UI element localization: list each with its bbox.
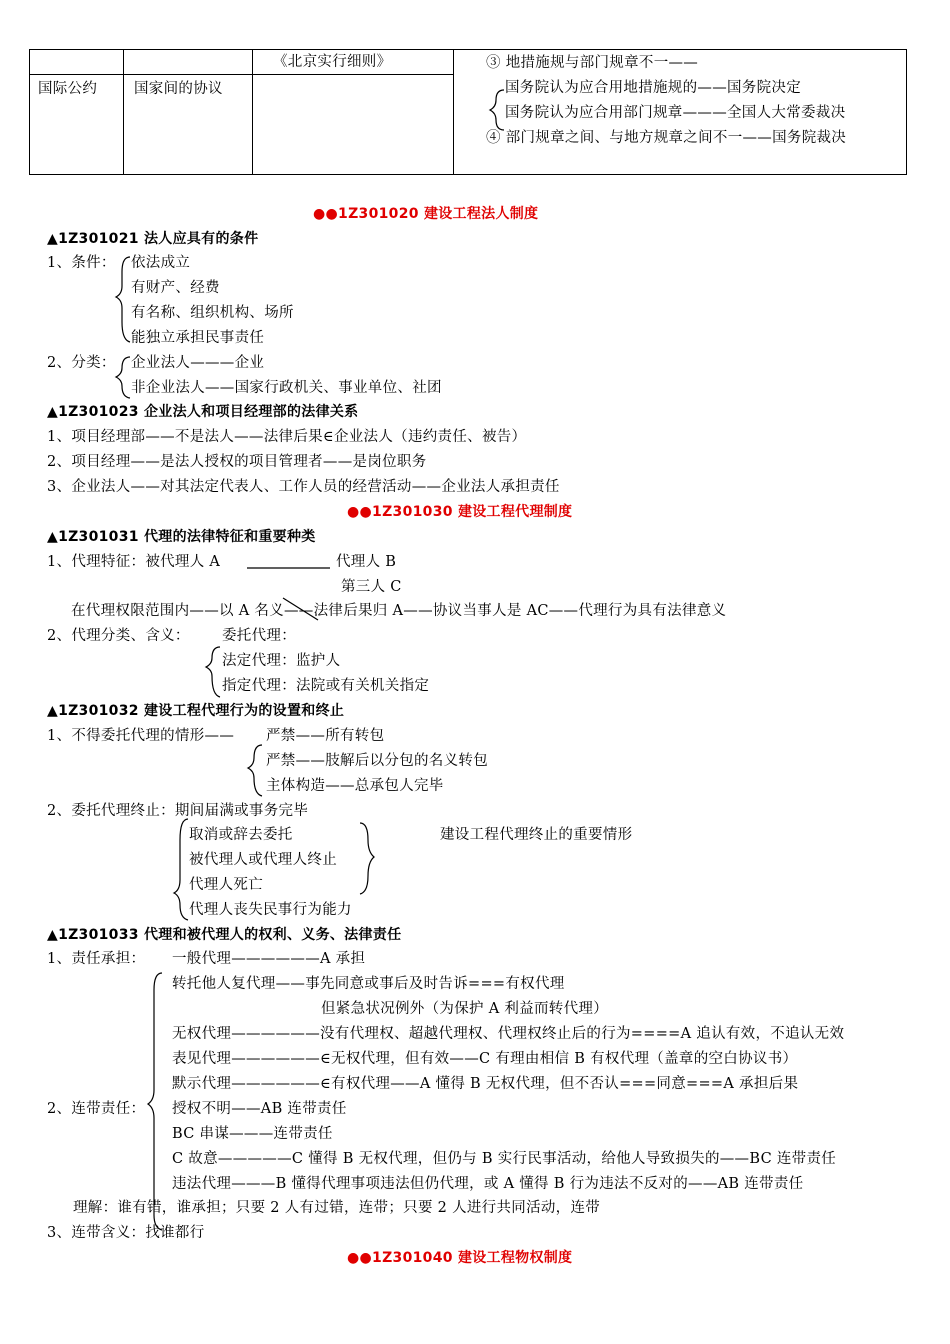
agency-feature-label: 1、代理特征：被代理人 A <box>47 554 221 570</box>
brace-icon <box>116 257 130 342</box>
agency-class-item: 法定代理：监护人 <box>222 653 341 669</box>
subsection-heading: ▲1Z301023 企业法人和项目经理部的法律关系 <box>47 404 359 420</box>
classification-item: 企业法人———企业 <box>131 355 265 371</box>
conditions-label: 1、条件： <box>47 255 116 271</box>
responsibility-label: 1、责任承担： <box>47 951 146 967</box>
prohibited-label: 1、不得委托代理的情形—— <box>47 728 235 744</box>
joint-liability-item: 违法代理———B 懂得代理事项违法但仍代理，或 A 懂得 B 行为违法不反对的——AB 连带责任 <box>172 1176 804 1192</box>
subsection-heading: ▲1Z301032 建设工程代理行为的设置和终止 <box>47 703 345 719</box>
joint-liability-item: 授权不明——AB 连带责任 <box>172 1101 347 1117</box>
subsection-heading: ▲1Z301031 代理的法律特征和重要种类 <box>47 529 316 545</box>
brace-icon <box>116 357 130 398</box>
agency-line <box>283 598 318 620</box>
joint-liability-label: 2、连带责任： <box>47 1101 146 1117</box>
agency-class-item: 指定代理：法院或有关机关指定 <box>222 678 430 694</box>
table-note-line: ③ 地措施规与部门规章不一—— <box>486 55 699 71</box>
table-cell-text: 国际公约 <box>38 81 98 97</box>
agency-class-label: 2、代理分类、含义： <box>47 628 190 644</box>
classification-label: 2、分类： <box>47 355 116 371</box>
text-line: 在代理权限范围内——以 A 名义——法律后果归 A——协议当事人是 AC——代理行为具有法律意义 <box>71 603 727 619</box>
brace-icon <box>174 819 188 920</box>
classification-item: 非企业法人——国家行政机关、事业单位、社团 <box>131 380 442 396</box>
section-heading: ●●1Z301020 建设工程法人制度 <box>313 206 539 222</box>
agent-b: 代理人 B <box>336 554 397 570</box>
prohibited-item: 主体构造——总承包人完毕 <box>266 778 444 794</box>
condition-item: 有名称、组织机构、场所 <box>131 305 294 321</box>
brace-icon <box>148 973 162 1230</box>
responsibility-item: 无权代理——————没有代理权、超越代理权、代理权终止后的行为====A 追认有效，不追认无效 <box>172 1026 845 1042</box>
agency-class-item: 委托代理： <box>222 628 296 644</box>
responsibility-item: 默示代理——————∈有权代理——A 懂得 B 无权代理，但不否认===同意===A 承担后果 <box>172 1076 799 1092</box>
brace-icon <box>360 823 374 894</box>
termination-item: 取消或辞去委托 <box>189 827 293 843</box>
text-line: 3、连带含义：找谁都行 <box>47 1225 205 1241</box>
responsibility-item: 转托他人复代理——事先同意或事后及时告诉===有权代理 <box>172 976 565 992</box>
text-line: 理解：谁有错，谁承担；只要 2 人有过错，连带；只要 2 人进行共同活动，连带 <box>73 1200 601 1216</box>
responsibility-item: 但紧急状况例外（为保护 A 利益而转代理） <box>321 1001 608 1017</box>
termination-label: 2、委托代理终止：期间届满或事务完毕 <box>47 803 309 819</box>
responsibility-item: 表见代理——————∈无权代理，但有效——C 有理由相信 B 有权代理（盖章的空白协议书） <box>172 1051 798 1067</box>
text-line: 2、项目经理——是法人授权的项目管理者——是岗位职务 <box>47 454 427 470</box>
condition-item: 有财产、经费 <box>131 280 220 296</box>
condition-item: 依法成立 <box>131 255 191 271</box>
table-note-line: 国务院认为应合用地措施规的——国务院决定 <box>505 80 801 96</box>
table-note-line: 国务院认为应合用部门规章———全国人大常委裁决 <box>505 105 846 121</box>
joint-liability-item: BC 串谋———连带责任 <box>172 1126 333 1142</box>
termination-item: 代理人死亡 <box>189 877 263 893</box>
subsection-heading: ▲1Z301021 法人应具有的条件 <box>47 231 259 247</box>
responsibility-item: 一般代理——————A 承担 <box>172 951 366 967</box>
section-heading: ●●1Z301040 建设工程物权制度 <box>347 1250 573 1266</box>
third-party-c: 第三人 C <box>341 579 402 595</box>
brace-icon <box>490 90 504 130</box>
subsection-heading: ▲1Z301033 代理和被代理人的权利、义务、法律责任 <box>47 927 402 943</box>
joint-liability-item: C 故意—————C 懂得 B 无权代理，但仍与 B 实行民事活动，给他人导致损失的——BC 连带责任 <box>172 1151 837 1167</box>
termination-item: 代理人丧失民事行为能力 <box>189 902 352 918</box>
termination-note: 建设工程代理终止的重要情形 <box>440 827 633 843</box>
brace-icon <box>248 745 262 796</box>
prohibited-item: 严禁——所有转包 <box>266 728 385 744</box>
text-line: 3、企业法人——对其法定代表人、工作人员的经营活动——企业法人承担责任 <box>47 479 560 495</box>
table-note-line: ④ 部门规章之间、与地方规章之间不一——国务院裁决 <box>486 130 847 146</box>
table-cell-text: 国家间的协议 <box>134 81 223 97</box>
condition-item: 能独立承担民事责任 <box>131 330 265 346</box>
termination-item: 被代理人或代理人终止 <box>189 852 337 868</box>
text-line: 1、项目经理部——不是法人——法律后果∈企业法人（违约责任、被告） <box>47 429 527 445</box>
brace-icon <box>206 647 220 697</box>
prohibited-item: 严禁——肢解后以分包的名义转包 <box>266 753 488 769</box>
table-cell-text: 《北京实行细则》 <box>273 54 392 70</box>
section-heading: ●●1Z301030 建设工程代理制度 <box>347 504 573 520</box>
